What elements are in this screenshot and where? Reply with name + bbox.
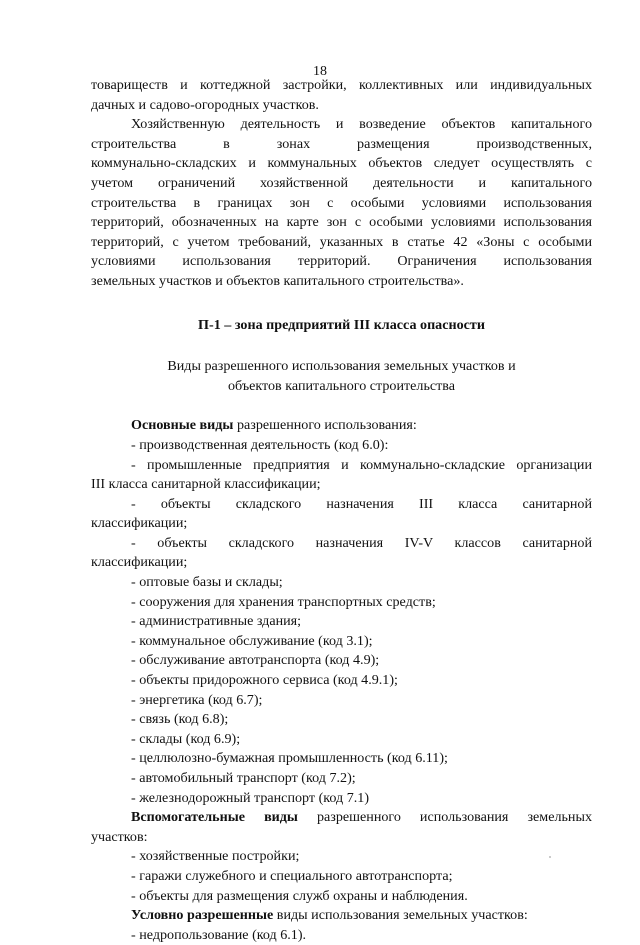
list-item: - объекты складского назначения III класса санитарной bbox=[131, 495, 592, 512]
paragraph-line: строительства в границах зон с особыми условиями использования bbox=[91, 194, 592, 211]
paragraph-line: условиями использования территорий. Ограничения использования bbox=[91, 253, 592, 270]
list-item: - промышленные предприятия и коммунально-складские организации bbox=[131, 456, 592, 473]
list-item: - автомобильный транспорт (код 7.2); bbox=[131, 770, 356, 786]
list-item: - административные здания; bbox=[131, 613, 302, 630]
list-item: - объекты придорожного сервиса (код 4.9.1); bbox=[131, 672, 398, 689]
main-uses-list bbox=[91, 436, 592, 808]
list-item: - сооружения для хранения транспортных средств; bbox=[131, 593, 436, 610]
main-uses-rest: разрешенного использования: bbox=[233, 417, 417, 434]
paragraph-line: строительства в зонах размещения производственных, bbox=[91, 135, 592, 152]
auxiliary-uses-heading-cont: участков: bbox=[91, 828, 148, 845]
auxiliary-uses-bold: Вспомогательные виды bbox=[131, 809, 298, 826]
paragraph-line: земельных участков и объектов капитального строительства». bbox=[91, 272, 464, 289]
list-item: - недропользование (код 6.1). bbox=[131, 926, 307, 943]
list-item: - железнодорожный транспорт (код 7.1) bbox=[131, 789, 370, 806]
auxiliary-uses-list bbox=[91, 847, 592, 906]
list-item: - хозяйственные постройки; bbox=[131, 848, 300, 865]
list-item: - склады (код 6.9); bbox=[131, 730, 241, 747]
subtitle-line: объектов капитального строительства bbox=[227, 377, 456, 394]
list-item: - объекты складского назначения IV-V классов санитарной bbox=[131, 534, 592, 551]
page-number: 18 bbox=[313, 64, 327, 79]
list-item-continuation: классификации; bbox=[91, 554, 188, 571]
conditional-uses-rest: виды использования земельных участков: bbox=[273, 907, 528, 924]
restrictions-paragraph bbox=[91, 115, 592, 291]
subtitle-line: Виды разрешенного использования земельных участков и bbox=[167, 358, 516, 375]
list-item: - объекты для размещения служб охраны и наблюдения. bbox=[131, 887, 468, 904]
list-item: - связь (код 6.8); bbox=[131, 711, 229, 728]
list-item: - обслуживание автотранспорта (код 4.9); bbox=[131, 652, 380, 669]
main-uses-bold: Основные виды bbox=[131, 417, 234, 434]
auxiliary-uses-heading bbox=[91, 808, 592, 828]
paragraph-line: учетом ограничений хозяйственной деятельности и капитального bbox=[91, 174, 592, 191]
auxiliary-uses-rest: разрешенного использования земельных bbox=[297, 809, 592, 826]
paragraph-line: коммунально-складских и коммунальных объектов следует осуществлять с bbox=[91, 155, 592, 172]
section-subtitle bbox=[91, 357, 592, 396]
main-uses-heading bbox=[91, 416, 592, 436]
conditional-uses-list bbox=[91, 926, 592, 945]
paragraph-line: Хозяйственную деятельность и возведение объектов капитального bbox=[131, 116, 592, 133]
intro-line-1: товариществ и коттеджной застройки, коллективных или индивидуальных bbox=[91, 77, 592, 93]
list-item-continuation: классификации; bbox=[91, 515, 188, 532]
list-item: - энергетика (код 6.7); bbox=[131, 691, 263, 708]
paragraph-line: территорий, с учетом требований, указанных в статье 42 «Зоны с особыми bbox=[91, 233, 592, 250]
conditional-uses-bold: Условно разрешенные bbox=[131, 907, 274, 924]
list-item: - оптовые базы и склады; bbox=[131, 574, 283, 591]
paragraph-line: территорий, обозначенных на карте зон с особыми условиями использования bbox=[91, 214, 592, 231]
intro-line-2: дачных и садово-огородных участков. bbox=[91, 96, 319, 113]
list-item: - производственная деятельность (код 6.0): bbox=[131, 436, 389, 453]
list-item: - коммунальное обслуживание (код 3.1); bbox=[131, 632, 373, 649]
list-item: - гаражи служебного и специального автотранспорта; bbox=[131, 867, 453, 884]
scan-speck bbox=[549, 856, 551, 858]
conditional-uses-heading bbox=[91, 906, 592, 926]
list-item-continuation: III класса санитарной классификации; bbox=[91, 476, 321, 493]
zone-heading: П-1 – зона предприятий III класса опасности bbox=[198, 316, 485, 333]
list-item: - целлюлозно-бумажная промышленность (код 6.11); bbox=[131, 750, 448, 767]
